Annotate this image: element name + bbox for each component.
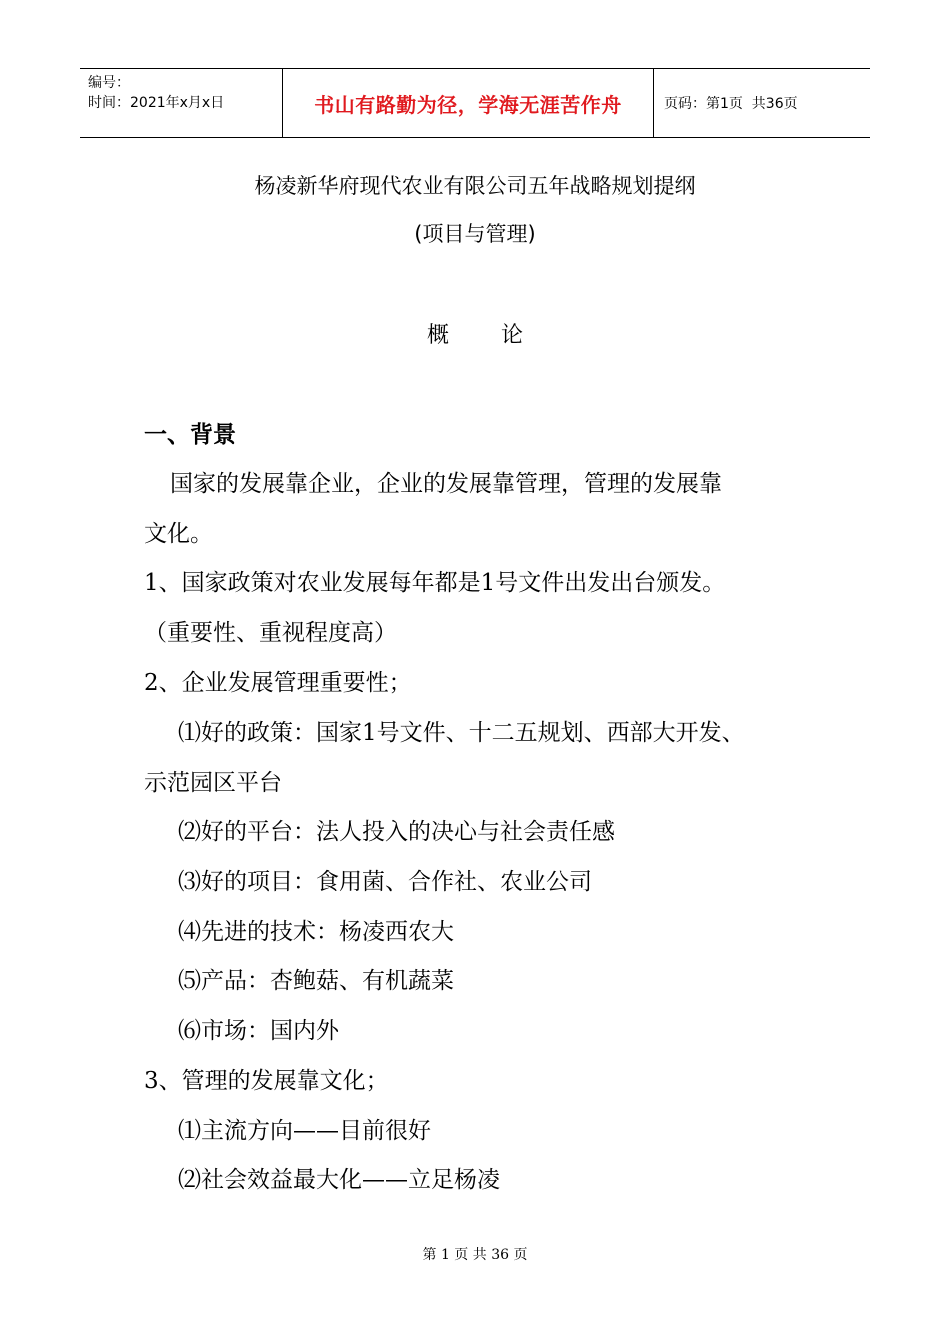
time-label: 时间：2021年x月x日 <box>88 95 225 111</box>
sub-list-item: ⑶好的项目：食用菌、合作社、农业公司 <box>178 869 592 895</box>
sub-list-item: ⑴好的政策：国家1号文件、十二五规划、西部大开发、 <box>178 720 745 746</box>
header-motto: 书山有路勤为径，学海无涯苦作舟 <box>282 69 654 137</box>
sub-list-item: ⑸产品：杏鲍菇、有机蔬菜 <box>178 968 454 994</box>
page-info-text: 页码：第1页 共36页 <box>664 96 798 112</box>
section-title-char-2: 论 <box>501 323 524 348</box>
paragraph-line: （重要性、重视程度高） <box>144 620 397 646</box>
header-meta <box>80 69 282 137</box>
sub-list-item: ⑹市场：国内外 <box>178 1018 339 1044</box>
page-footer: 第 1 页 共 36 页 <box>422 1247 528 1263</box>
document-subtitle: (项目与管理) <box>414 222 536 246</box>
list-item: 3、管理的发展靠文化； <box>144 1068 389 1094</box>
heading-background: 一、背景 <box>144 422 236 448</box>
list-item: 2、企业发展管理重要性； <box>144 670 412 696</box>
paragraph-line: 文化。 <box>144 521 213 547</box>
paragraph-line: 示范园区平台 <box>144 770 282 796</box>
sub-list-item: ⑵社会效益最大化——立足杨凌 <box>178 1167 500 1193</box>
header-page-info <box>654 69 870 137</box>
document-title: 杨凌新华府现代农业有限公司五年战略规划提纲 <box>254 174 696 198</box>
number-label: 编号： <box>88 75 130 91</box>
section-title <box>0 318 950 349</box>
paragraph-line: 国家的发展靠企业，企业的发展靠管理，管理的发展靠 <box>170 471 722 497</box>
list-item: 1、国家政策对农业发展每年都是1号文件出发出台颁发。 <box>144 570 726 596</box>
section-title-char-1: 概 <box>426 323 449 348</box>
sub-list-item: ⑴主流方向——目前很好 <box>178 1118 431 1144</box>
page-header <box>80 68 870 138</box>
sub-list-item: ⑵好的平台：法人投入的决心与社会责任感 <box>178 819 615 845</box>
sub-list-item: ⑷先进的技术：杨凌西农大 <box>178 919 454 945</box>
